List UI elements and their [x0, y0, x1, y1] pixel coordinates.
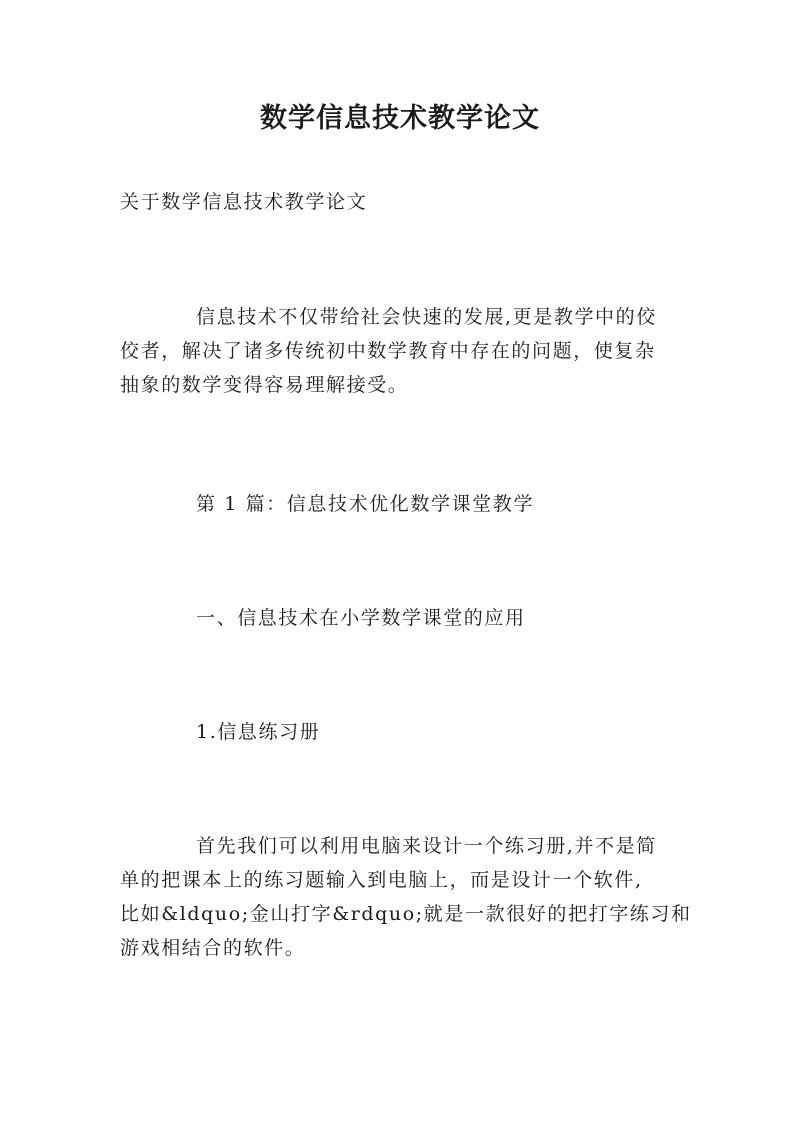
body-line: 首先我们可以利用电脑来设计一个练习册,并不是简 [196, 835, 657, 857]
item-heading: 1.信息练习册 [196, 721, 321, 743]
subsection-heading: 一、信息技术在小学数学课堂的应用 [196, 607, 526, 629]
document-subtitle: 关于数学信息技术教学论文 [120, 191, 368, 213]
intro-line: 佼者，解决了诸多传统初中数学教育中存在的问题，使复杂 [120, 340, 656, 362]
body-paragraph [120, 829, 700, 965]
document-title: 数学信息技术教学论文 [260, 103, 540, 134]
intro-line: 信息技术不仅带给社会快速的发展,更是教学中的佼 [196, 306, 657, 328]
section-heading: 第 1 篇：信息技术优化数学课堂教学 [196, 493, 534, 515]
intro-line: 抽象的数学变得容易理解接受。 [120, 374, 409, 396]
body-line: 游戏相结合的软件。 [120, 937, 306, 959]
intro-paragraph [120, 300, 700, 402]
body-line: 比如&ldquo;金山打字&rdquo;就是一款很好的把打字练习和 [120, 903, 692, 925]
body-line: 单的把课本上的练习题输入到电脑上，而是设计一个软件, [120, 869, 643, 891]
